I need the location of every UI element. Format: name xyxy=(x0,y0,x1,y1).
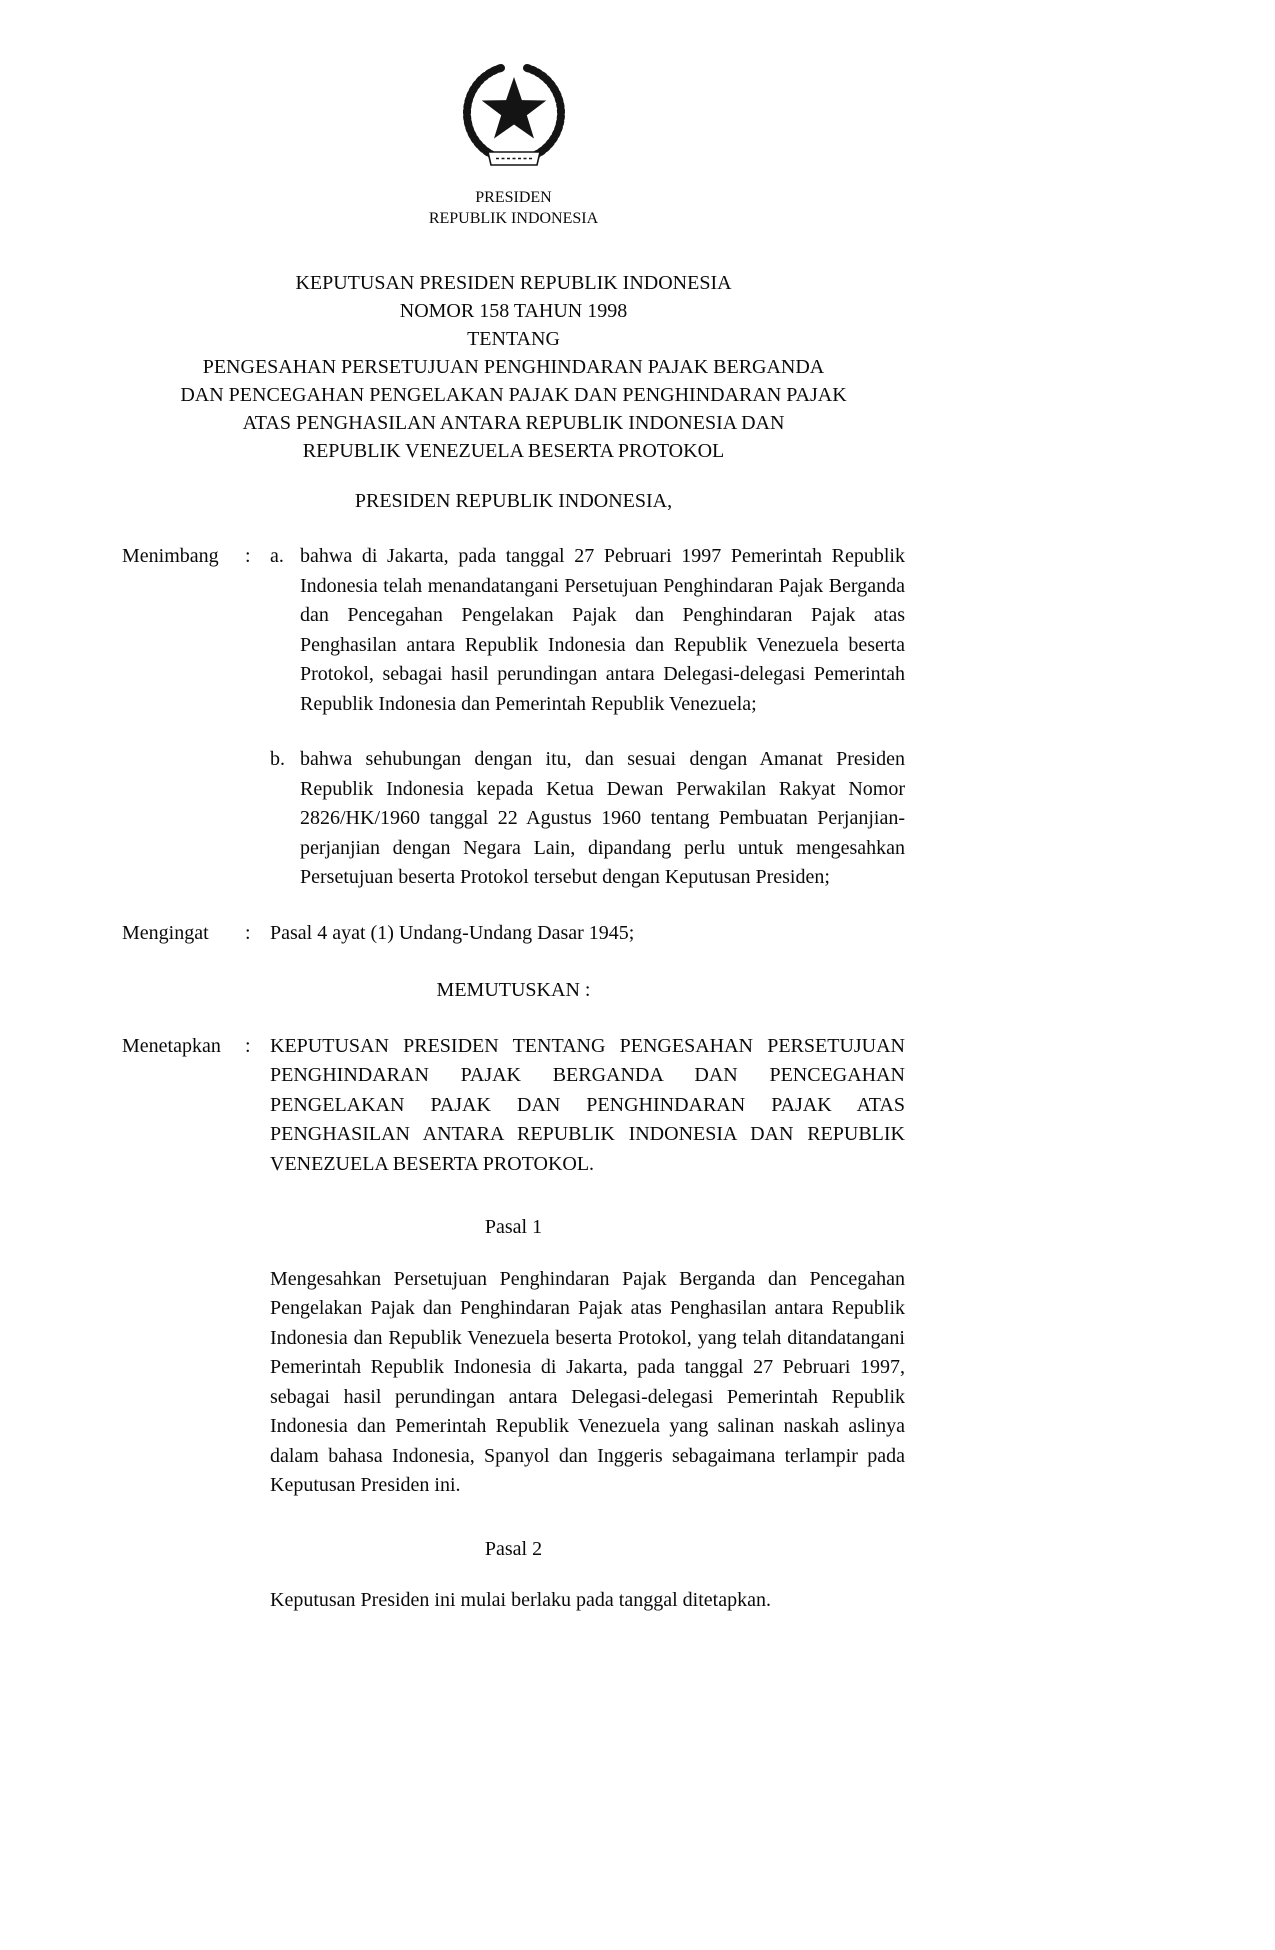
decree-title-line-6: ATAS PENGHASILAN ANTARA REPUBLIK INDONESIA DAN xyxy=(242,411,785,434)
article-pasal-1-heading: Pasal 1 xyxy=(484,1216,543,1238)
mengingat-label: Mengingat xyxy=(122,921,209,944)
menimbang-content xyxy=(270,542,905,893)
decree-title-line-3: TENTANG xyxy=(467,327,560,350)
menimbang-colon: : xyxy=(245,545,251,567)
decree-title-line-4: PENGESAHAN PERSETUJUAN PENGHINDARAN PAJAK BERGANDA xyxy=(202,355,825,378)
consideration-marker-b: b. xyxy=(270,748,285,770)
section-mengingat xyxy=(122,919,905,949)
menimbang-label: Menimbang xyxy=(122,545,219,567)
salutation: PRESIDEN REPUBLIK INDONESIA, xyxy=(354,489,673,512)
letterhead-republik-indonesia: REPUBLIK INDONESIA xyxy=(428,209,599,227)
consideration-text-b: bahwa sehubungan dengan itu, dan sesuai dengan Amanat Presiden Republik Indonesia kepada Ketua Dewan Perwakilan Rakyat Nomor 2826/HK/1960 tanggal 22 Agustus 1960 tentang Pembuatan Perjanjian-perjanjian dengan Negara Lain, dipandang perlu untuk mengesahkan Persetujuan beserta Protokol tersebut dengan Keputusan Presiden; xyxy=(300,748,905,888)
menetapkan-colon: : xyxy=(245,1034,251,1057)
consideration-marker-a: a. xyxy=(270,545,284,567)
letterhead xyxy=(122,187,905,229)
section-menimbang xyxy=(122,542,905,893)
menetapkan-text: KEPUTUSAN PRESIDEN TENTANG PENGESAHAN PERSETUJUAN PENGHINDARAN PAJAK BERGANDA DAN PENCEGAHAN PENGELAKAN PAJAK DAN PENGHINDARAN PAJAK ATAS PENGHASILAN ANTARA REPUBLIK INDONESIA DAN REPUBLIK VENEZUELA BESERTA PROTOKOL. xyxy=(270,1034,905,1175)
article-pasal-2-heading: Pasal 2 xyxy=(484,1537,543,1560)
decree-title-line-2: NOMOR 158 TAHUN 1998 xyxy=(399,299,628,322)
article-pasal-1-body: Mengesahkan Persetujuan Penghindaran Pajak Berganda dan Pencegahan Pengelakan Pajak dan Penghindaran Pajak atas Penghasilan antara Republik Indonesia dan Republik Venezuela beserta Protokol, yang telah ditandatangani Pemerintah Republik Indonesia di Jakarta, pada tanggal 27 Pebruari 1997, sebagai hasil perundingan antara Delegasi-delegasi Pemerintah Republik Indonesia dan Pemerintah Republik Venezuela yang salinan naskah aslinya dalam bahasa Indonesia, Spanyol dan Inggeris sebagaimana terlampir pada Keputusan Presiden ini. xyxy=(270,1267,905,1496)
mengingat-colon: : xyxy=(245,921,251,944)
consideration-item-a xyxy=(270,542,905,719)
star-emblem-icon xyxy=(454,55,574,173)
decree-title-line-5: DAN PENCEGAHAN PENGELAKAN PAJAK DAN PENGHINDARAN PAJAK xyxy=(180,383,847,406)
section-menetapkan xyxy=(122,1032,905,1180)
decree-title xyxy=(122,269,905,465)
consideration-item-b xyxy=(270,745,905,893)
memutuskan-heading: MEMUTUSKAN : xyxy=(436,979,591,1001)
mengingat-text: Pasal 4 ayat (1) Undang-Undang Dasar 1945; xyxy=(270,921,635,944)
menetapkan-label: Menetapkan xyxy=(122,1034,221,1057)
decree-title-line-1: KEPUTUSAN PRESIDEN REPUBLIK INDONESIA xyxy=(295,271,732,294)
presidential-emblem xyxy=(454,55,574,183)
decree-title-line-7: REPUBLIK VENEZUELA BESERTA PROTOKOL xyxy=(302,439,725,462)
letterhead-presiden: PRESIDEN xyxy=(475,188,552,206)
article-pasal-2-body: Keputusan Presiden ini mulai berlaku pada tanggal ditetapkan. xyxy=(270,1589,771,1611)
consideration-text-a: bahwa di Jakarta, pada tanggal 27 Pebruari 1997 Pemerintah Republik Indonesia telah menandatangani Persetujuan Penghindaran Pajak Berganda dan Pencegahan Pengelakan Pajak dan Penghindaran Pajak atas Penghasilan antara Republik Indonesia dan Republik Venezuela beserta Protokol, sebagai hasil perundingan antara Delegasi-delegasi Pemerintah Republik Indonesia dan Pemerintah Republik Venezuela; xyxy=(300,545,905,715)
